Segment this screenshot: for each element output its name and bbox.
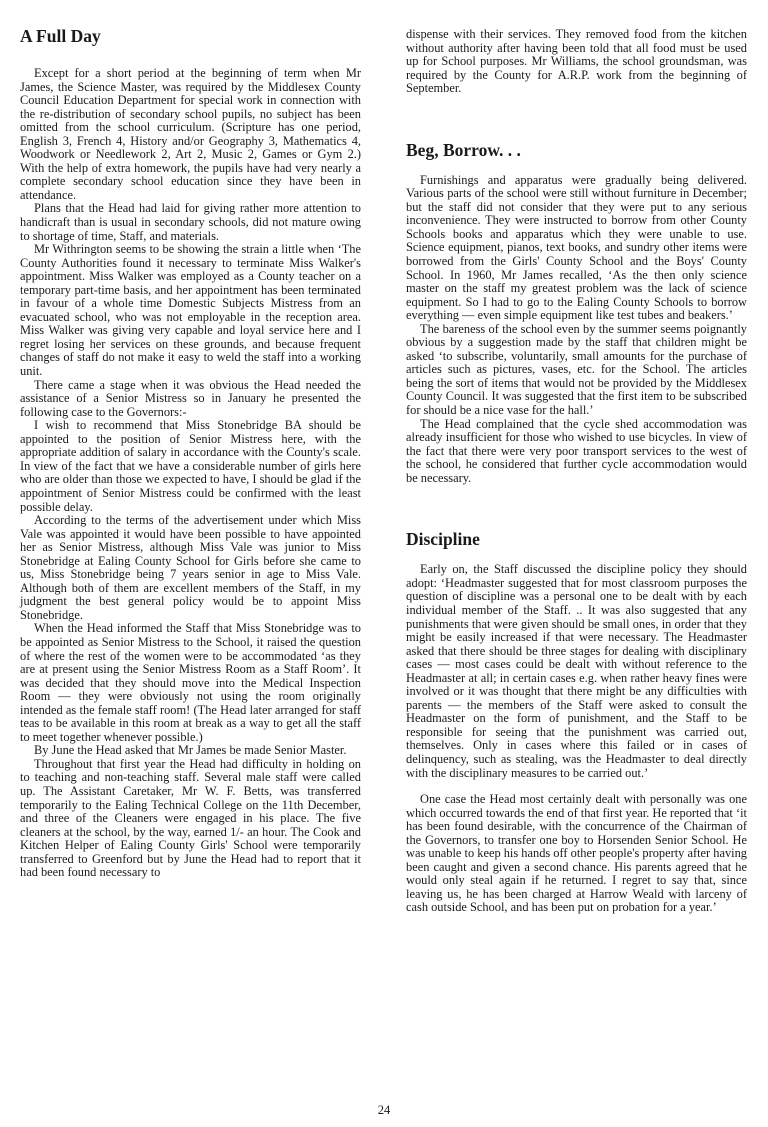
heading-a-full-day: A Full Day bbox=[20, 26, 101, 46]
paragraph: According to the terms of the advertisement under which Miss Vale was appointed it would have been possible to have appointed her as Senior Mistress, although Miss Vale was junior to Miss Stonebridge at Ealing County School for Girls before she came to us, Miss Stonebridge being 7 years senior in age to Miss Vale. Although both of them are excellent members of the Staff, in my judgment the best general policy would be to appoint Miss Stonebridge. bbox=[20, 513, 361, 622]
left-column bbox=[20, 22, 361, 880]
paragraph: The Head complained that the cycle shed accommodation was already insufficient for those who wished to use bicycles. In view of the fact that there were very poor transport services to the west of the school, he considered that further cycle accommodation would be necessary. bbox=[406, 416, 747, 485]
paragraph: When the Head informed the Staff that Miss Stonebridge was to be appointed as Senior Mistress to the School, it raised the question of where the rest of the women were to be accommodated ‘as they are at present using the Senior Mistress Room as a Staff Room’. It was decided that they should move into the Medical Inspection Room — they were obviously not using the room originally intended as the female staff room! (The Head later arranged for staff teas to be available in this room at break as a way to get all the staff to meet together whenever possible.) bbox=[20, 621, 361, 744]
paragraph: Mr Withrington seems to be showing the strain a little when ‘The County Authorities found it necessary to terminate Miss Walker's appointment. Miss Walker was employed as a County teacher on a temporary part-time basis, and her appointment has been terminated in favour of a whole time Domestic Subjects Mistress from an evacuated school, who was not employable in the reception area. Miss Walker was giving very capable and loyal service here and I regret losing her services on these grounds, and because frequent changes of staff do not make it easy to weld the staff into a working unit. bbox=[20, 242, 361, 379]
heading-discipline: Discipline bbox=[406, 529, 480, 550]
paragraph: Except for a short period at the beginning of term when Mr James, the Science Master, was required by the Middlesex County Council Education Department for special work in connection with the re-distribution of secondary school pupils, no subject has been omitted from the school curriculum. (Scripture has one period, English 3, French 4, History and/or Geography 3, Mathematics 4, Woodwork or Needlework 2, Art 2, Music 2, Games or Gym 2.) With the help of extra homework, the pupils have had very nearly a complete secondary school education since they have been in attendance. bbox=[20, 66, 361, 202]
right-column bbox=[406, 22, 747, 915]
paragraph-continued: dispense with their services. They removed food from the kitchen without authority after having been told that all food must be used up for School purposes. Mr Williams, the school groundsman, was required by the County for A.R.P. work from the beginning of September. bbox=[406, 27, 747, 96]
paragraph: One case the Head most certainly dealt with personally was one which occurred towards the end of that first year. He reported that ‘it has been found desirable, with the concurrence of the Chairman of the Governors, to transfer one boy to Horsenden Senior School. He was unable to keep his hands off other people's property after having been caught and given a second chance. His parents agreed that he would only steal again if he returned. I regret to say that, since leaving us, he has been charged at Harrow Weald with larceny of cash outside School, and has been put on probation for a year.’ bbox=[406, 792, 747, 915]
paragraph: Furnishings and apparatus were gradually being delivered. Various parts of the school were still without furniture in December; but the staff did not consider that they were put to any serious inconvenience. They were instructed to borrow from other County Schools books and apparatus which they were unable to use. Science equipment, pianos, text books, and sundry other items were borrowed from the Girls' County School and the Boys' County School. In 1960, Mr James recalled, ‘As the then only science master on the staff my greatest problem was the lack of science equipment. So I had to go to the Ealing County Schools to borrow everything — even simple equipment like test tubes and beakers.’ bbox=[406, 172, 747, 323]
heading-beg-borrow: Beg, Borrow. . . bbox=[406, 139, 521, 160]
paragraph: Plans that the Head had laid for giving rather more attention to handicraft than is usual in secondary schools, did not mature owing to shortage of time, Staff, and materials. bbox=[20, 201, 361, 243]
paragraph: Early on, the Staff discussed the discipline policy they should adopt: ‘Headmaster suggested that for most classroom purposes the question of discipline was a personal one to be dealt with by each individual member of the Staff. .. It was also suggested that any punishments that were given should be small ones, in order that they might be easily increased if that were necessary. The Headmaster asked that there should be three stages for dealing with disciplinary cases — most cases could be dealt with without reference to the Headmaster at all; in certain cases e.g. when rather heavy fines were involved or it was thought that there might be any difficulties with parents — the members of the Staff were asked to consult the Headmaster on the form of punishment, and the Staff to be responsible for seeing that the punishment was carried out, themselves. Only in cases where this failed or in cases of delinquency, such as stealing, was the Headmaster to deal directly with the disciplinary measures to be carried out.’ bbox=[406, 562, 747, 780]
paragraph: I wish to recommend that Miss Stonebridge BA should be appointed to the position of Senior Mistress here, with the appropriate addition of salary in accordance with the County's scale. In view of the fact that we have a considerable number of girls here who are older than those we expected to have, I should be glad if the appointment of Senior Mistress could be confirmed with the least possible delay. bbox=[20, 418, 361, 514]
paragraph: The bareness of the school even by the summer seems poignantly obvious by a suggestion made by the staff that children might be asked ‘to subscribe, voluntarily, small amounts for the purchase of articles such as pictures, vases, etc. for the School. The articles being the sort of items that would not be provided by the Middlesex County Council. It was suggested that the first item to be subscribed for should be a nice vase for the hall.’ bbox=[406, 321, 747, 418]
paragraph: By June the Head asked that Mr James be made Senior Master. bbox=[34, 743, 347, 758]
page-number: 24 bbox=[377, 1103, 391, 1117]
paragraph: There came a stage when it was obvious the Head needed the assistance of a Senior Mistress so in January he presented the following case to the Governors:- bbox=[20, 377, 361, 419]
paragraph: Throughout that first year the Head had difficulty in holding on to teaching and non-teaching staff. Several male staff were called up. The Assistant Caretaker, Mr W. F. Betts, was transferred temporarily to the Ealing Technical College on the 11th December, and three of the Cleaners were engaged in his place. The five cleaners at the school, by the way, earned 1/- an hour. The Cook and Kitchen Helper of Ealing County Girls' School were temporarily transferred to Greenford but by June the Head had to report that it had been found necessary to bbox=[20, 756, 361, 880]
